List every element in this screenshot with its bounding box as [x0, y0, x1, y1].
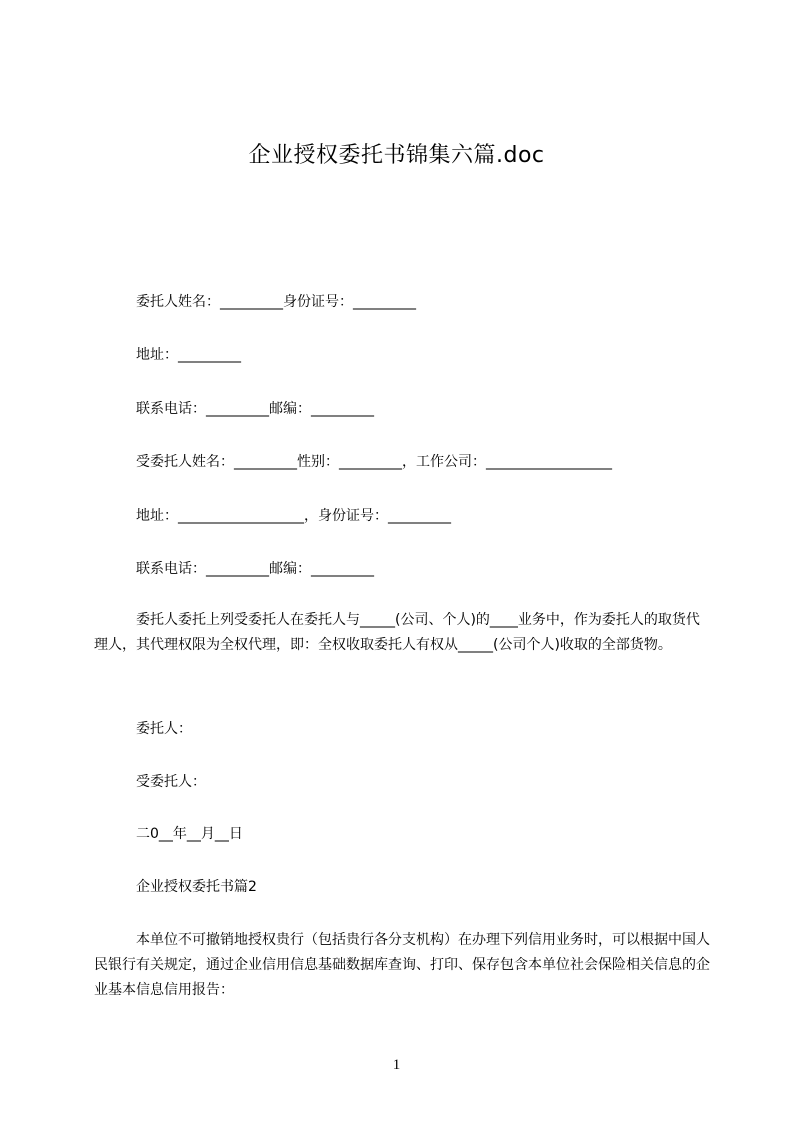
date-line: 二0__年__月__日 [136, 826, 243, 842]
credit-authorization-paragraph [94, 928, 712, 1003]
delegator-name-id-line: 委托人姓名：_________身份证号：_________ [136, 294, 416, 310]
authorization-paragraph [94, 608, 712, 658]
delegatee-phone-postcode-line: 联系电话：_________邮编：_________ [136, 561, 374, 577]
delegatee-name-gender-company-line: 受委托人姓名：_________性别：_________，工作公司：__________________ [136, 454, 612, 470]
delegatee-address-id-line: 地址：__________________，身份证号：_________ [136, 508, 451, 524]
delegator-address-line: 地址：_________ [136, 347, 241, 363]
delegator-phone-postcode-line: 联系电话：_________邮编：_________ [136, 401, 374, 417]
delegatee-signature-line: 受委托人： [136, 774, 206, 790]
delegator-signature-line: 委托人： [136, 721, 192, 737]
page-number: 1 [392, 1057, 401, 1073]
credit-authorization-paragraph-text: 本单位不可撤销地授权贵行（包括贵行各分支机构）在办理下列信用业务时，可以根据中国人民银行有关规定，通过企业信用信息基础数据库查询、打印、保存包含本单位社会保险相关信息的企业基本信息信用报告： [94, 932, 710, 998]
authorization-paragraph-text: 委托人委托上列受委托人在委托人与_____(公司、个人)的____业务中，作为委托人的取货代理人，其代理权限为全权代理，即：全权收取委托人有权从_____(公司个人)收取的全部货物。 [94, 612, 700, 653]
document-title: 企业授权委托书锦集六篇.doc [248, 143, 545, 168]
section-heading: 企业授权委托书篇2 [136, 879, 257, 895]
